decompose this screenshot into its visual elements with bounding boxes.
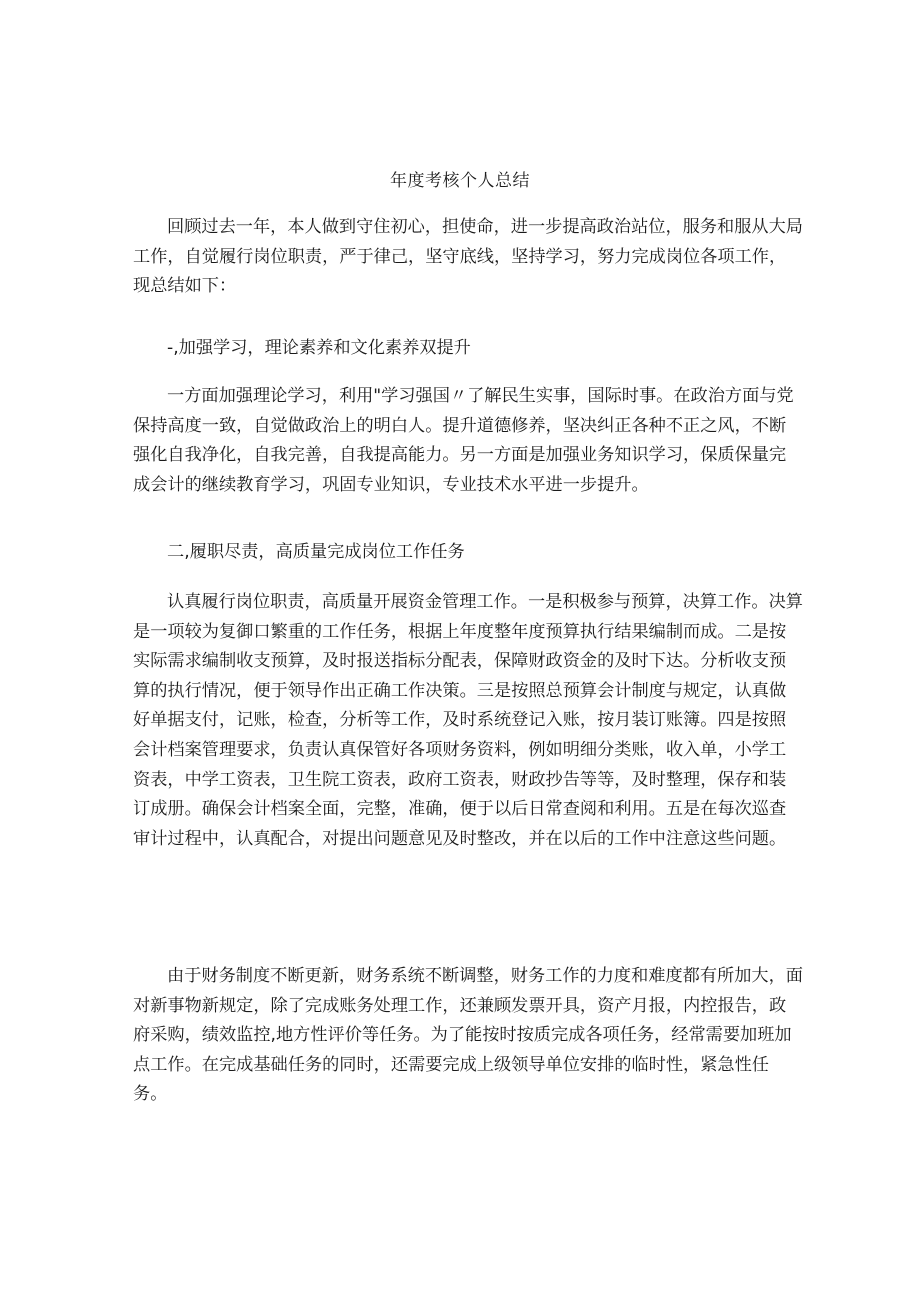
- section-2-paragraph-2: 由于财务制度不断更新，财务系统不断调整，财务工作的力度和难度都有所加大，面对新事物新规定，除了完成账务处理工作，还兼顾发票开具，资产月报，内控报告，政府采购，绩效监控,地方性评价等任务。为了能按时按质完成各项任务，经常需要加班加点工作。在完成基础任务的同时，还需要完成上级领导单位安排的临时性，紧急性任务。: [133, 966, 803, 1105]
- section-1-paragraph: 一方面加强理论学习，利用"学习强国〃了解民生实事，国际时事。在政治方面与党保持高度一致，自觉做政治上的明白人。提升道德修养，坚决纠正各种不正之风，不断强化自我净化，自我完善，自我提高能力。另一方面是加强业务知识学习，保质保量完成会计的继续教育学习，巩固专业知识，专业技术水平进一步提升。: [133, 386, 794, 495]
- section-2-heading: 二,履职尽责，高质量完成岗位工作任务: [167, 542, 465, 562]
- intro-paragraph: 回顾过去一年，本人做到守住初心，担使命，进一步提高政治站位，服务和服从大局工作，自觉履行岗位职责，严于律己，坚守底线，坚持学习，努力完成岗位各项工作，现总结如下：: [133, 217, 803, 297]
- section-1-heading: -,加强学习，理论素养和文化素养双提升: [167, 338, 471, 358]
- section-2-paragraph: 认真履行岗位职责，高质量开展资金管理工作。一是积极参与预算，决算工作。决算是一项较为复御口繁重的工作任务，根据上年度整年度预算执行结果编制而成。二是按实际需求编制收支预算，及时报送指标分配表，保障财政资金的及时下达。分析收支预算的执行情况，便于领导作出正确工作决策。三是按照总预算会计制度与规定，认真做好单据支付，记账，检查，分析等工作，及时系统登记入账，按月装订账簿。四是按照会计档案管理要求，负责认真保管好各项财务资料，例如明细分类账，收入单，小学工资表，中学工资表，卫生院工资表，政府工资表，财政抄告等等，及时整理，保存和装订成册。确保会计档案全面，完整，准确，便于以后日常查阅和利用。五是在每次巡查审计过程中，认真配合，对提出问题意见及时整改，并在以后的工作中注意这些问题。: [133, 592, 803, 849]
- document-title: 年度考核个人总结: [390, 171, 530, 191]
